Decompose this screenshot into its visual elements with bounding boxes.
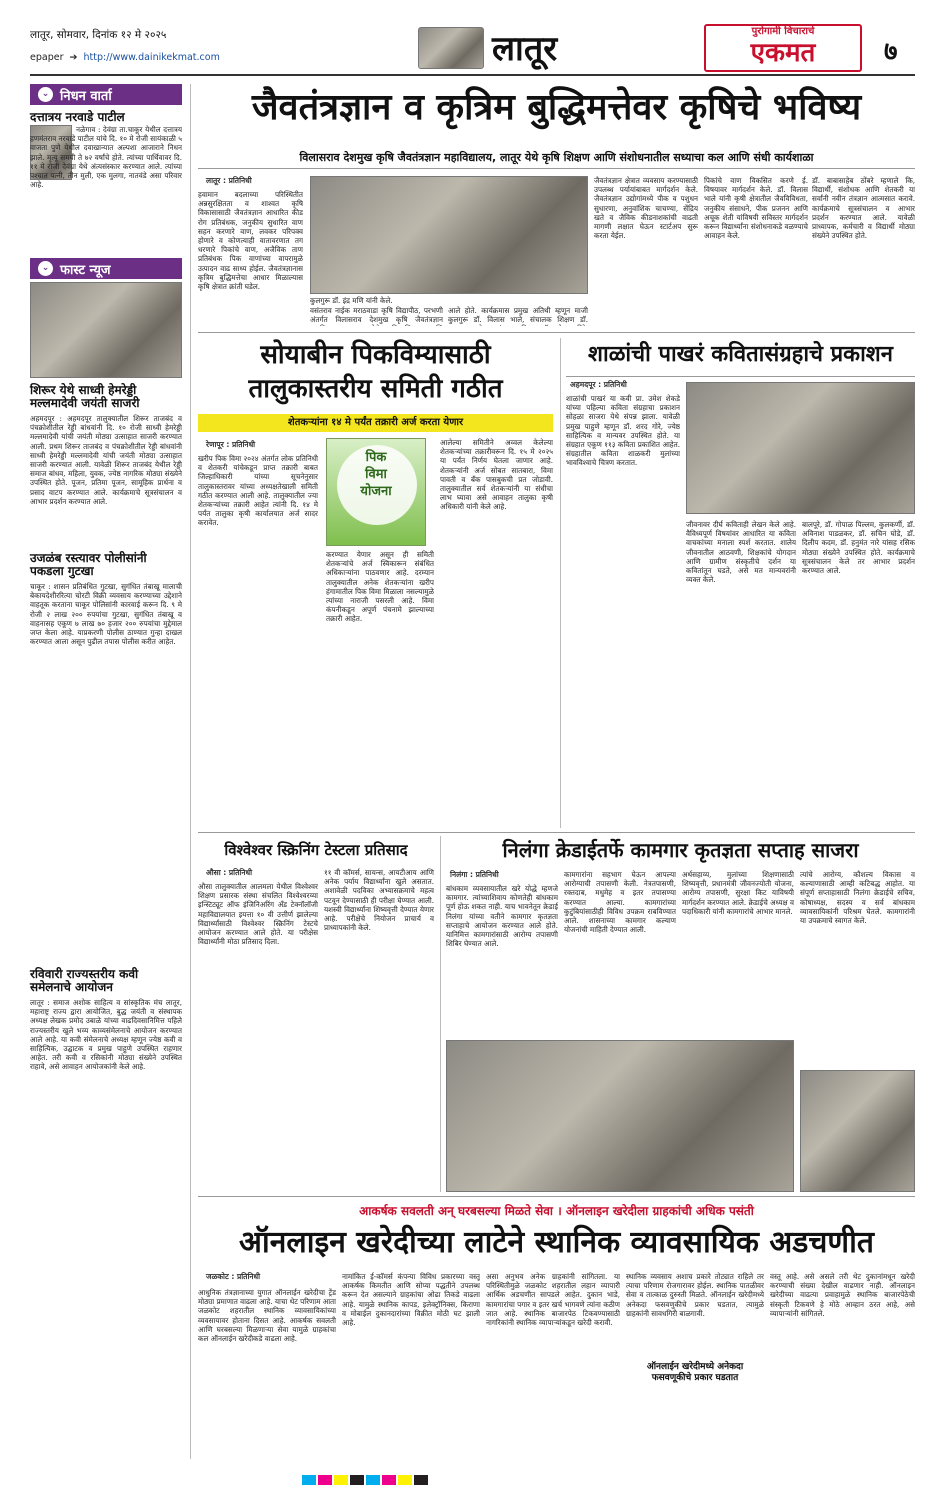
lead-rule xyxy=(198,168,915,169)
masthead-rule xyxy=(30,74,915,76)
color-swatch xyxy=(334,1475,348,1485)
vishweshwar-col2: ११ वी कॉमर्स, सायन्स, आयटीआय आणि अनेक पर्याय विद्यार्थ्यांना खुले असतात. अशावेळी पदविका अभ्यासक्रमाचे महत्व पटवून देण्यासाठी ही परीक्षा घेण्यात आली. यशस्वी विद्यार्थ्यांना शिष्यवृत्ती देण्यात येणार आहे. परीक्षेचे नियोजन प्राचार्य व प्राध्यापकांनी केले. xyxy=(324,868,434,933)
lead-col5: पिकांचे वाण विकसित करणे ई. विषयावर मार्गदर्शन केले. डॉ. विलास भाले यांनी कृषी क्षेत्रातील जैवविविधता, जनुकीय संसाधने, पीक प्रजनन आणि अचूक शेती यांविषयी सविस्तर मार्गदर्शन करून विद्यार्थ्यांना संशोधनाकडे वळण्याचे आवाहन केले. xyxy=(704,176,808,241)
online-kicker: आकर्षक सवलती अन् घरबसल्या मिळते सेवा । ऑनलाइन खरेदीला ग्राहकांची अधिक पसंती xyxy=(359,1204,754,1218)
online-col2: नामांकित ई-कॉमर्स कंपन्या विविध प्रकारच्या वस्तू आकर्षक किमतीत आणि सोप्या पद्धतीने उपलब्ध करून देत असल्याने ग्राहकांचा ओढा तिकडे वाढला आहे. यामुळे स्थानिक कापड, इलेक्ट्रॉनिक्स, किराणा व मोबाईल दुकानदारांच्या विक्रीत मोठी घट झाली आहे. xyxy=(342,1272,480,1328)
color-swatch xyxy=(398,1475,412,1485)
color-swatch xyxy=(350,1475,364,1485)
soybean-col1: खरीप पिक विमा २०२४ अंतर्गत लोक प्रतिनिधी व शेतकरी यांचेकडून प्राप्त तक्रारी बाबत जिल्हाधिकारी यांच्या सूचनेनुसार तालुकास्तरावर यांच्या अध्यक्षतेखाली समिती गठीत करण्यात आली आहे. तालुक्यातील ज्या शेतकऱ्यांच्या तक्रारी आहेत त्यांनी दि. १४ मे पर्यंत तालुका कृषी कार्यालयात अर्ज सादर करावेत. xyxy=(198,454,318,528)
website-link[interactable]: http://www.dainikekmat.com xyxy=(83,52,220,63)
credai-col2: कामगारांना सहभाग घेऊन आपल्या आरोग्याची तपासणी केली. नेत्रतपासणी, रक्तदाब, मधुमेह व इतर तपासण्या करण्यात आल्या. कामगारांच्या कुटुंबियांसाठीही विविध उपक्रम राबविण्यात आले. शासनाच्या कामगार कल्याण योजनांची माहिती देण्यात आली. xyxy=(564,870,676,935)
online-col4: स्थानिक व्यवसाय अशाच प्रकारे तोट्यात राहिले तर त्याचा परिणाम रोजगारावर होईल. स्थानिक पातळीवर सेवा व तात्काळ दुरुस्ती मिळते. ऑनलाईन खरेदीमध्ये अनेकदा फसवणुकीचे प्रकार घडतात, त्यामुळे ग्राहकांनी सावधगिरी बाळगावी. xyxy=(626,1272,764,1318)
online-headline: ऑनलाइन खरेदीच्या लाटेने स्थानिक व्यावसायिक अडचणीत xyxy=(239,1225,874,1260)
lead-photo-caption: कुलगुरू डॉ. इंद्र मणि यांनी केले. xyxy=(310,296,393,305)
masthead-dateline xyxy=(30,28,290,42)
vishweshwar-headline: विश्वेश्वर स्क्रिनिंग टेस्टला प्रतिसाद xyxy=(224,841,408,859)
soybean-col3: आलेल्या समितीने अव्वल केलेल्या शेतकऱ्यांच्या तक्रारीवरून दि. १५ मे २०२५ या पर्यंत निर्णय घेतला जाणार आहे. शेतकऱ्यांनी अर्ज सोबत सातबारा, विमा पावती व बँक पासबुकची प्रत जोडावी. तालुक्यातील सर्व शेतकऱ्यांनी या संधीचा लाभ घ्यावा असे आवाहन तालुका कृषी अधिकारी यांनी केले आहे. xyxy=(440,438,553,512)
credai-col4: त्यांचे आरोग्य, कौशल्य विकास व कल्याणासाठी आम्ही कटिबद्ध आहोत. या संपूर्ण सप्ताहासाठी निलंगा क्रेडाईचे सचिव, कोषाध्यक्ष, सदस्य व सर्व बांधकाम व्यावसायिकांनी परिश्रम घेतले. कामगारांनी या उपक्रमाचे स्वागत केले. xyxy=(800,870,915,926)
story2-headline: उजळंब रस्त्यावर पोलीसांनी पकडला गुटखा xyxy=(30,551,147,578)
brand-tagline: पुरोगामी विचाराचे xyxy=(751,26,815,37)
soybean-kicker: शेतकऱ्यांना १४ मे पर्यंत तक्रारी अर्ज करता येणार xyxy=(198,414,553,432)
city-title: लातूर xyxy=(492,29,558,69)
credai-headline: निलंगा क्रेडाईतर्फे कामगार कृतज्ञता सप्ताह साजरा xyxy=(502,838,859,862)
vishweshwar-byline: औसा : प्रतिनिधी xyxy=(206,868,253,877)
lead-col4: जैवतंत्रज्ञान क्षेत्रात व्यवसाय करण्यासाठी उपलब्ध पर्यायांबाबत मार्गदर्शन केले. जैवतंत्रज्ञान उद्योगांमध्ये पीक व पशुधन सुधारणा, अनुवांशिक चाचण्या, सेंद्रिय खते व जैविक कीडनाशकांची वाढती मागणी लक्षात घेऊन स्टार्टअप सुरू करता येईल. xyxy=(594,176,698,241)
crop-insurance-graphic xyxy=(326,438,426,546)
story1-headline: शिरूर येथे साध्वी हेमरेड्डी मल्लमादेवी जयंती साजरी xyxy=(30,383,140,410)
dateline: लातूर, सोमवार, दिनांक १२ मे २०२५ xyxy=(30,29,167,41)
fast-news-photo xyxy=(30,282,182,378)
story3-headline: रविवारी राज्यस्तरीय कवी समेलनाचे आयोजन xyxy=(30,967,139,994)
lead-col2: वसंतराव नाईक मराठवाडा कृषि विद्यापीठ, परभणी अंतर्गत विलासराव देशमुख कृषि जैवतंत्रज्ञान xyxy=(310,306,443,325)
obit-name: दत्तात्रय नरवाडे पाटील xyxy=(30,110,125,124)
color-swatch xyxy=(382,1475,396,1485)
credai-byline: निलंगा : प्रतिनिधी xyxy=(450,870,499,879)
brand-name: एकमत xyxy=(750,38,816,68)
graphic-text-1: पिक xyxy=(365,450,387,465)
poems-photo xyxy=(686,382,915,514)
story1-text: अहमदपूर : अहमदपूर तालुक्यातील शिरूर ताजबंद व पंचक्रोशीतील रेड्डी बांधवांनी दि. १० रोजी साध्वी हेमरेड्डी मल्लमादेवी यांची जयंती मोठ्या उत्साहात साजरी करण्यात आली. प्रथम शिरूर ताजबंद व पंचक्रोशीतील रेड्डी बांधवांनी साध्वी हेमरेड्डी मल्लमादेवी यांची जयंती मोठ्या उत्साहात साजरी करण्यात आली. यावेळी शिरूर ताजबंद येथील रेड्डी समाज बांधव, महिला, युवक, ज्येष्ठ नागरिक मोठ्या संख्येने उपस्थित होते. पूजन, प्रतिमा पूजन, सामूहिक प्रार्थना व प्रसाद वाटप करण्यात आले. कार्यक्रमाचे सूत्रसंचालन व आभार प्रदर्शन करण्यात आले. xyxy=(30,414,182,506)
lead-col1: हवामान बदलाच्या परिस्थितीत अन्नसुरक्षितता व शाश्वत कृषि विकासासाठी जैवतंत्रज्ञान आधारित कीड रोग प्रतिबंधक, जनुकीय सुधारित वाण सहन करणारे वाण, लवकर परिपक्व होणारे व कोणत्याही वातावरणात तग धरणारे पिकांचे वाण, अजैविक ताण प्रतिबंधक पिक वाणांच्या वापरामुळे उत्पादन वाढ साध्य होईल. जैवतंत्रज्ञानास कृत्रिम बुद्धिमत्तेचा आधार मिळाल्यास कृषि क्षेत्रात क्रांती घडेल. xyxy=(198,190,303,292)
registration-color-bar xyxy=(302,1470,430,1489)
lead-byline: लातूर : प्रतिनिधी xyxy=(206,176,252,185)
color-swatch xyxy=(318,1475,332,1485)
brand-logo xyxy=(704,24,862,72)
story3-text: लातूर : समाज अशोक साहित्य व सांस्कृतिक मंच लातूर, महाराष्ट्र राज्य द्वारा आयोजित, बुद्ध जयंती व संस्थापक अध्यक्ष लेखक प्रमोद उबाळे यांच्या वाढदिवसानिमित्त पहिले राज्यस्तरीय खुले भव्य काव्यसंमेलनाचे आयोजन करण्यात आले आहे. या कवी संमेलनाचे अध्यक्ष म्हणून ज्येष्ठ कवी व साहित्यिक, उद्घाटक व प्रमुख पाहुणे उपस्थित राहणार आहेत. तरी कवी व रसिकांनी मोठ्या संख्येने उपस्थित राहावे, असे आवाहन आयोजकांनी केले आहे. xyxy=(30,998,182,1072)
poems-col3: बालपूरे, डॉ. गोपाळ पिल्लम, कुलकर्णी, डॉ. अविनाश पाडळकर, डॉ. सचिन घोडे, डॉ. दिलीप कदम, डॉ. हनुमंत नारे यांसह रसिक मोठ्या संख्येने उपस्थित होते. कार्यक्रमाचे सूत्रसंचालन केले तर आभार प्रदर्शन करण्यात आले. xyxy=(802,520,915,576)
lead-headline: जैवतंत्रज्ञान व कृत्रिम बुद्धिमत्तेवर कृषिचे भविष्य xyxy=(251,87,862,128)
online-col5: वस्तू आहे. असे असले तरी थेट दुकानांमधून खरेदी करण्याची संख्या देखील वाढणार नाही. ऑनलाइन खरेदीच्या वाढत्या प्रवाहामुळे स्थानिक बाजारपेठेची संस्कृती टिकवणे हे मोठे आव्हान ठरत आहे, असे व्यापाऱ्यांनी सांगितले. xyxy=(770,1272,915,1318)
lead-col6: डॉ. बाबासाहेब ठोंबरे म्हणाले कि, विद्यार्थी, संशोधक आणि शेतकरी या सर्वांनी नवीन तंत्रज्ञान आत्मसात करावे. कार्यक्रमाचे सूत्रसंचालन व आभार प्रदर्शन करण्यात आले. यावेळी प्राध्यापक, कर्मचारी व विद्यार्थी मोठ्या संख्येने उपस्थित होते. xyxy=(812,176,915,241)
credai-photo-1 xyxy=(446,1040,794,1192)
graphic-text-2: विमा xyxy=(365,467,387,482)
epaper-line xyxy=(30,52,220,63)
color-swatch xyxy=(366,1475,380,1485)
sidebar-divider xyxy=(190,84,191,1459)
fast-news-label: फास्ट न्यूज xyxy=(60,263,111,278)
obit-header xyxy=(30,84,182,105)
online-subhead: ऑनलाईन खरेदीमध्ये अनेकदा फसवणूकीचे प्रकार घडतात xyxy=(646,1362,744,1383)
soybean-col2: करण्यात येणार असून ही समिती शेतकऱ्यांचे अर्ज स्विकारून संबंधित अधिकाऱ्यांना पाठवणार आहे. दरम्यान तालुक्यातील अनेक शेतकऱ्यांना खरीप हंगामातील पिक विमा मिळाला नसल्यामुळे त्यांच्या नाराजी पसरली आहे. विमा कंपनीकडून अपूर्ण पंचनामे झाल्याच्या तक्रारी आहेत. xyxy=(326,550,434,624)
color-swatch xyxy=(302,1475,316,1485)
online-col1: आधुनिक तंत्रज्ञानाच्या युगात ऑनलाईन खरेदीचा ट्रेंड मोठ्या प्रमाणात वाढला आहे. याचा थेट परिणाम आता जळकोट शहरातील स्थानिक व्यावसायिकांच्या व्यवसायावर होताना दिसत आहे. आकर्षक सवलती आणि घरबसल्या मिळणाऱ्या सेवा यामुळे ग्राहकांचा कल ऑनलाईन खरेदीकडे वाढला आहे. xyxy=(198,1288,336,1344)
vishweshwar-col1: औसा तालुक्यातील आलमला येथील विश्वेश्वर शिक्षण प्रसारक संस्था संचलित विश्वेश्वरय्या इन्स्टिट्यूट ऑफ इंजिनिअरिंग अँड टेक्नॉलॉजी महाविद्यालयात इयत्ता १० वी उत्तीर्ण झालेल्या विद्यार्थ्यांसाठी विश्वेश्वर स्क्रिनिंग टेस्टचे आयोजन करण्यात आले होते. या परीक्षेस विद्यार्थ्यांनी मोठा प्रतिसाद दिला. xyxy=(198,882,318,947)
page-number: ७ xyxy=(884,37,898,67)
poems-byline: अहमदपूर : प्रतिनिधी xyxy=(570,380,627,389)
credai-col3: अर्थसहाय्य, मुलांच्या शिक्षणासाठी शिष्यवृत्ती, प्रधानमंत्री जीवनज्योती योजना, आरोग्य तपासणी, सुरक्षा किट याविषयी मार्गदर्शन करण्यात आले. क्रेडाईचे अध्यक्ष व पदाधिकारी यांनी कामगारांचे आभार मानले. xyxy=(682,870,794,916)
masthead-city-emblem xyxy=(418,27,484,69)
color-swatch xyxy=(414,1475,428,1485)
poems-col2: जीवनावर दीर्घ कविताही लेखन केले आहे. वैविध्यपूर्ण विषयांवर आधारित या कविता वाचकांच्या मनाला स्पर्श करतात. शालेय जीवनातील आठवणी, शिक्षकांचे योगदान आणि ग्रामीण संस्कृतीचे दर्शन या कवितांतून घडते, असे मत मान्यवरांनी व्यक्त केले. xyxy=(686,520,796,585)
epaper-label: epaper xyxy=(30,52,64,63)
fast-news-header xyxy=(30,258,182,279)
arrow-icon: ➔ xyxy=(69,52,78,63)
lead-subhead: विलासराव देशमुख कृषि जैवतंत्रज्ञान महाविद्यालय, लातूर येथे कृषि शिक्षण आणि संशोधनातील सध्याचा कल आणि संधी कार्यशाळा xyxy=(299,151,814,164)
soybean-headline-line2: तालुकास्तरीय समिती गठीत xyxy=(248,374,503,404)
credai-photo-2 xyxy=(800,1070,915,1192)
online-byline: जळकोट : प्रतिनिधी xyxy=(206,1272,261,1281)
soybean-headline-line1: सोयाबीन पिकविम्यासाठी xyxy=(260,340,491,370)
credai-col1: बांधकाम व्यवसायातील खरे योद्धे म्हणजे कामगार. त्यांच्याशिवाय कोणतेही बांधकाम पूर्ण होऊ शकत नाही. याच भावनेतून क्रेडाई निलंगा यांच्या वतीने कामगार कृतज्ञता सप्ताहाचे आयोजन करण्यात आले होते. यानिमित्त कामगारांसाठी आरोग्य तपासणी शिबिर घेण्यात आले. xyxy=(446,884,558,949)
lead-bottom-rule xyxy=(198,332,915,333)
story2-text: चाकूर : शासन प्रतिबंधित गुटखा, सुगंधित तंबाखू मालाची बेकायदेशीररित्या चोरटी विक्री व्यवसाय करण्याच्या उद्देशाने वाहतूक करताना चाकूर पोलिसांनी कारवाई करून दि. ९ मे रोजी २ लाख २०० रुपयांचा गुटखा, सुगंधित तंबाखू व वाहनासह एकूण ७ लाख ७० हजार २०० रुपयांचा मुद्देमाल जप्त केला आहे. याप्रकरणी पोलीस ठाण्यात गुन्हा दाखल करण्यात आला असून पुढील तपास पोलीस करीत आहेत. xyxy=(30,582,182,647)
obit-text: नळेगाव : देवंग्रा ता.चाकूर येथील दत्तात्रय हणमंतराव नरवाडे पाटील यांचे दि. १० मे रोजी सायंकाळी ५ वाजता पुणे येथील दवाखान्यात अल्पशा आजाराने निधन झाले. मृत्यू समयी ते ७२ वर्षांचे होते. त्यांच्या पार्थिवावर दि. ११ मे रोजी देवंग्रा येथे अंत्यसंस्कार करण्यात आले. त्यांच्या पश्चात पत्नी, तीन मुली, एक मुलगा, नातवंडे असा परिवार आहे. xyxy=(30,125,182,190)
soybean-byline: रेणापूर : प्रतिनिधी xyxy=(206,440,256,449)
poems-col1: शाळांची पाखरं या कवी प्रा. उमेश शेकडे यांच्या पहिल्या कविता संग्रहाचा प्रकाशन सोहळा साजरा येथे संपन्न झाला. यावेळी प्रमुख पाहुणे म्हणून डॉ. शरद गोरे, ज्येष्ठ साहित्यिक व मान्यवर उपस्थित होते. या संग्रहात एकूण ११३ कविता प्रकाशित आहेत. संग्रहातील कविता शाळकरी मुलांच्या भावविश्वाचे चित्रण करतात. xyxy=(566,394,680,468)
chevron-down-icon: ⌄ xyxy=(38,261,53,276)
poems-headline: शाळांची पाखरं कवितासंग्रहाचे प्रकाशन xyxy=(588,342,893,367)
lead-photo xyxy=(310,176,588,294)
online-col3: असा अनुभव अनेक ग्राहकांनी सांगितला. या परिस्थितीमुळे जळकोट शहरातील लहान व्यापारी आर्थिक अडचणीत सापडले आहेत. दुकान भाडे, कामगारांचा पगार व इतर खर्च भागवणे त्यांना कठीण जात आहे. स्थानिक बाजारपेठ टिकवण्यासाठी नागरिकांनी स्थानिक व्यापाऱ्यांकडून खरेदी करावी. xyxy=(486,1272,620,1328)
chevron-down-icon: ⌄ xyxy=(38,87,53,102)
obit-header-label: निधन वार्ता xyxy=(60,89,112,104)
lead-col3: आले होते. कार्यक्रमास प्रमुख अतिथी म्हणून माजी कुलगुरू डॉ. विलास भाले, संचालक शिक्षण डॉ. xyxy=(448,306,588,325)
graphic-text-3: योजना xyxy=(360,484,392,499)
column-divider xyxy=(560,338,561,828)
